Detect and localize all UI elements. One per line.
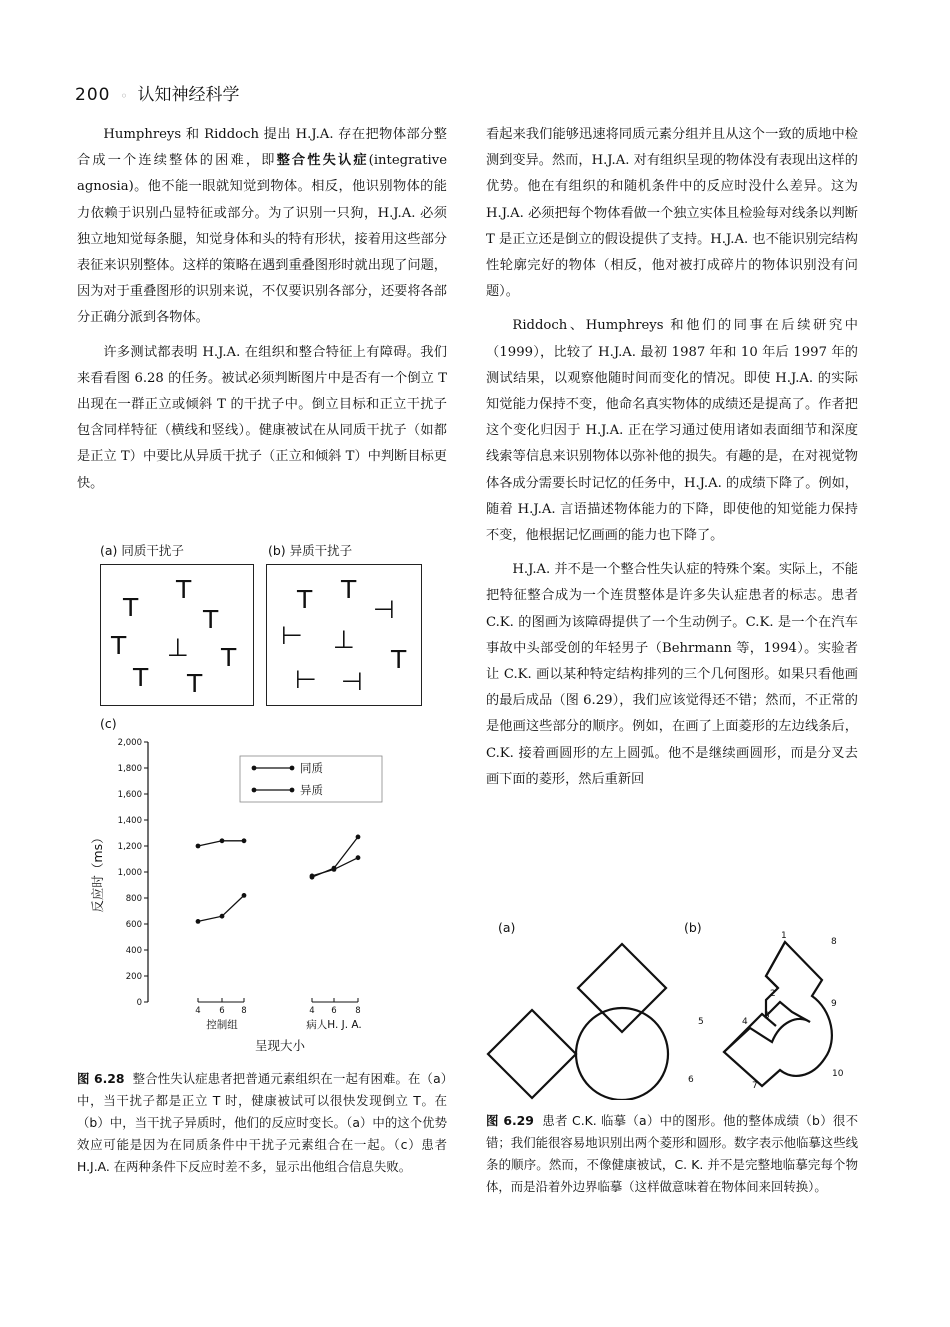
legend-label: 异质 <box>300 783 323 797</box>
paragraph: 许多测试都表明 H.J.A. 在组织和整合特征上有障碍。我们来看看图 6.28 的任务。被试必须判断图片中是否有一个倒立 T 出现在一群正立或倾斜 T 的干扰子中。倒立目标和正立干扰子包含同样特征（横线和竖线）。健康被试在从同质干扰子（如都是正立 T）中要比从异质干扰子（正立和倾斜 T）中判断目标更快。 <box>77 344 447 491</box>
header-separator: ◦ <box>120 89 128 103</box>
stroke-number: 10 <box>832 1069 844 1079</box>
data-point <box>196 844 201 849</box>
y-tick-label: 800 <box>125 894 142 904</box>
t-glyph: T <box>133 663 149 692</box>
stroke-number: 4 <box>742 1017 748 1027</box>
caption-text: 整合性失认症患者把普通元素组织在一起有困难。在（a）中，当干扰子都是正立 T 时，健康被试可以很快发现倒立 T。在（b）中，当干扰子异质时，他们的反应时变长。（a）中的这个优势效应可能是因为在同质条件中干扰子元素组合在一起。（c）患者 H.J.A. 在两种条件下反应时差不多，显示出他组合信息失败。 <box>77 1071 447 1174</box>
legend-marker <box>290 788 295 793</box>
circle-shape <box>576 1008 668 1100</box>
stroke-number: 7 <box>752 1081 758 1091</box>
data-point <box>196 919 201 924</box>
t-glyph: ⊢ <box>295 665 317 694</box>
stroke-number: 3 <box>764 1011 770 1021</box>
reaction-time-chart <box>80 730 410 1060</box>
data-point <box>356 835 361 840</box>
panel-b-stimulus-box <box>266 564 422 706</box>
caption-text: 患者 C.K. 临摹（a）中的图形。他的整体成绩（b）很不错；我们能很容易地识别出两个菱形和圆形。数字表示他临摹这些线条的顺序。然而，不像健康被试，C. K. 并不是完整地临摹完每个物体，而是沿着外边界临摹（这样做意味着在物体间来回转换）。 <box>486 1113 858 1194</box>
panel-a-label: (a) 同质干扰子 <box>100 543 184 558</box>
t-glyph: ⊣ <box>373 595 395 624</box>
paragraph <box>77 122 447 332</box>
t-glyph: T <box>123 593 139 622</box>
y-tick-label: 1,600 <box>117 790 142 800</box>
running-header <box>75 80 240 105</box>
left-diamond <box>488 1010 576 1098</box>
bold-term: 整合性失认症 <box>276 153 369 169</box>
data-point <box>332 867 337 872</box>
ck-copy-outline <box>724 942 832 1086</box>
y-tick-label: 1,200 <box>117 842 142 852</box>
x-tick-label: 4 <box>309 1006 315 1016</box>
t-glyph: ⊢ <box>281 621 303 650</box>
fig629-panel-b-label: (b) <box>684 920 702 935</box>
y-tick-label: 0 <box>136 998 142 1008</box>
panel-b-label: (b) 异质干扰子 <box>268 543 353 558</box>
t-glyph: T <box>111 631 127 660</box>
paragraph: Riddoch、Humphreys 和他们的同事在后续研究中（1999），比较了 H.J.A. 最初 1987 年和 10 年后 1997 年的测试结果，以观察他随时间而变化的情况。即使 H.J.A. 的实际知觉能力保持不变，他命名真实物体的成绩还是提高了。作者把这个变化归因于 H.J.A. 正在学习通过使用诸如表面细节和深度线索等信息来识别物体以弥补他的损失。有趣的是，在对视觉物体各成分需要长时记忆的任务中，H.J.A. 的成绩下降了。例如，随着 H.J.A. 言语描述物体能力的下降，即使他的知觉能力保持不变，他根据记忆画画的能力也下降了。 <box>486 318 858 544</box>
x-tick-label: 8 <box>241 1006 247 1016</box>
group-label: 控制组 <box>206 1019 238 1031</box>
group-label: 病人H. J. A. <box>306 1019 362 1031</box>
legend-marker <box>252 766 257 771</box>
legend-label: 同质 <box>300 761 323 775</box>
t-glyph-target: ⊥ <box>333 625 355 654</box>
stroke-number: 9 <box>831 999 837 1009</box>
book-title: 认知神经科学 <box>137 85 240 105</box>
data-point <box>220 914 225 919</box>
y-axis-label: 反应时（ms） <box>90 831 105 913</box>
stroke-number: 6 <box>688 1075 694 1085</box>
y-tick-label: 1,800 <box>117 764 142 774</box>
t-glyph: T <box>297 585 313 614</box>
data-point <box>242 838 247 843</box>
data-point <box>310 874 315 879</box>
t-glyph: T <box>176 575 192 604</box>
x-tick-label: 8 <box>355 1006 361 1016</box>
paragraph: H.J.A. 并不是一个整合性失认症的特殊个案。实际上，不能把特征整合成为一个连贯整体是许多失认症患者的标志。患者 C.K. 的图画为该障碍提供了一个生动例子。C.K. 是一个在汽车事故中头部受创的年轻男子（Behrmann 等，1994）。实验者让 C.K. 画以某种特定结构排列的三个几何图形。如果只看他画的最后成品（图 6.29），我们应该觉得还不错；然而，不正常的是他画这些部分的顺序。例如，在画了上面菱形的左边线条后，C.K. 接着画圆形的左上圆弧。他不是继续画圆形，而是分叉去画下面的菱形，然后重新回 <box>486 562 858 787</box>
panel-a-stimulus-box <box>100 564 254 706</box>
t-glyph-target: ⊥ <box>167 633 189 662</box>
t-glyph: ⊣ <box>341 667 363 696</box>
data-point <box>242 893 247 898</box>
figure-6-29-drawing <box>480 930 860 1100</box>
left-column <box>77 122 447 505</box>
stroke-number: 1 <box>781 931 787 941</box>
t-glyph: T <box>187 669 203 698</box>
y-tick-label: 200 <box>125 972 142 982</box>
ck-copy-stroke <box>766 942 785 988</box>
y-tick-label: 1,000 <box>117 868 142 878</box>
y-tick-label: 2,000 <box>117 738 142 748</box>
caption-label: 图 6.29 <box>486 1113 534 1128</box>
x-tick-label: 6 <box>219 1006 225 1016</box>
paragraph-text: (integrative agnosia)。他不能一眼就知觉到物体。相反，他识别物体的能力依赖于识别凸显特征或部分。为了识别一只狗，H.J.A. 必须独立地知觉每条腿，知觉身体和头的特有形状，接着用这些部分表征来识别整体。这样的策略在遇到重叠图形时就出现了问题，因为对于重叠图形的识别来说，不仅要识别各部分，还要将各部分正确分派到各物体。 <box>77 153 448 326</box>
paragraph-text: Humphreys 和 Riddoch 提出 H.J.A. 存在把物体部分整合成一个连续整体的困难，即 <box>77 127 447 169</box>
x-tick-label: 6 <box>331 1006 337 1016</box>
paragraph: 看起来我们能够迅速将同质元素分组并且从这个一致的质地中检测到变异。然而，H.J.A. 对有组织呈现的物体没有表现出这样的优势。他在有组织的和随机条件中的反应时没什么差异。这为 H.J.A. 必须把每个物体看做一个独立实体且检验每对线条以判断 T 是正立还是倒立的假设提供了支持。H.J.A. 也不能识别完结构性轮廓完好的物体（相反，他对被打成碎片的物体识别没有问题）。 <box>486 127 858 300</box>
caption-label: 图 6.28 <box>77 1071 125 1086</box>
y-tick-label: 1,400 <box>117 816 142 826</box>
legend-marker <box>290 766 295 771</box>
x-axis-label: 呈现大小 <box>254 1038 306 1053</box>
figure-6-28-caption <box>77 1068 447 1178</box>
panel-c-label: (c) <box>100 716 117 731</box>
legend-marker <box>252 788 257 793</box>
y-tick-label: 400 <box>125 946 142 956</box>
t-glyph: T <box>391 645 407 674</box>
t-glyph: T <box>341 575 357 604</box>
t-glyph: T <box>221 643 237 672</box>
stroke-number: 5 <box>698 1017 704 1027</box>
page-number: 200 <box>75 85 111 105</box>
y-tick-label: 600 <box>125 920 142 930</box>
x-tick-label: 4 <box>195 1006 201 1016</box>
data-point <box>220 838 225 843</box>
right-column <box>486 122 858 801</box>
stroke-number: 2 <box>770 989 776 999</box>
stroke-number: 8 <box>831 937 837 947</box>
data-point <box>356 855 361 860</box>
t-glyph: T <box>203 605 219 634</box>
figure-6-29-caption <box>486 1110 858 1198</box>
fig629-panel-a-label: (a) <box>498 920 516 935</box>
